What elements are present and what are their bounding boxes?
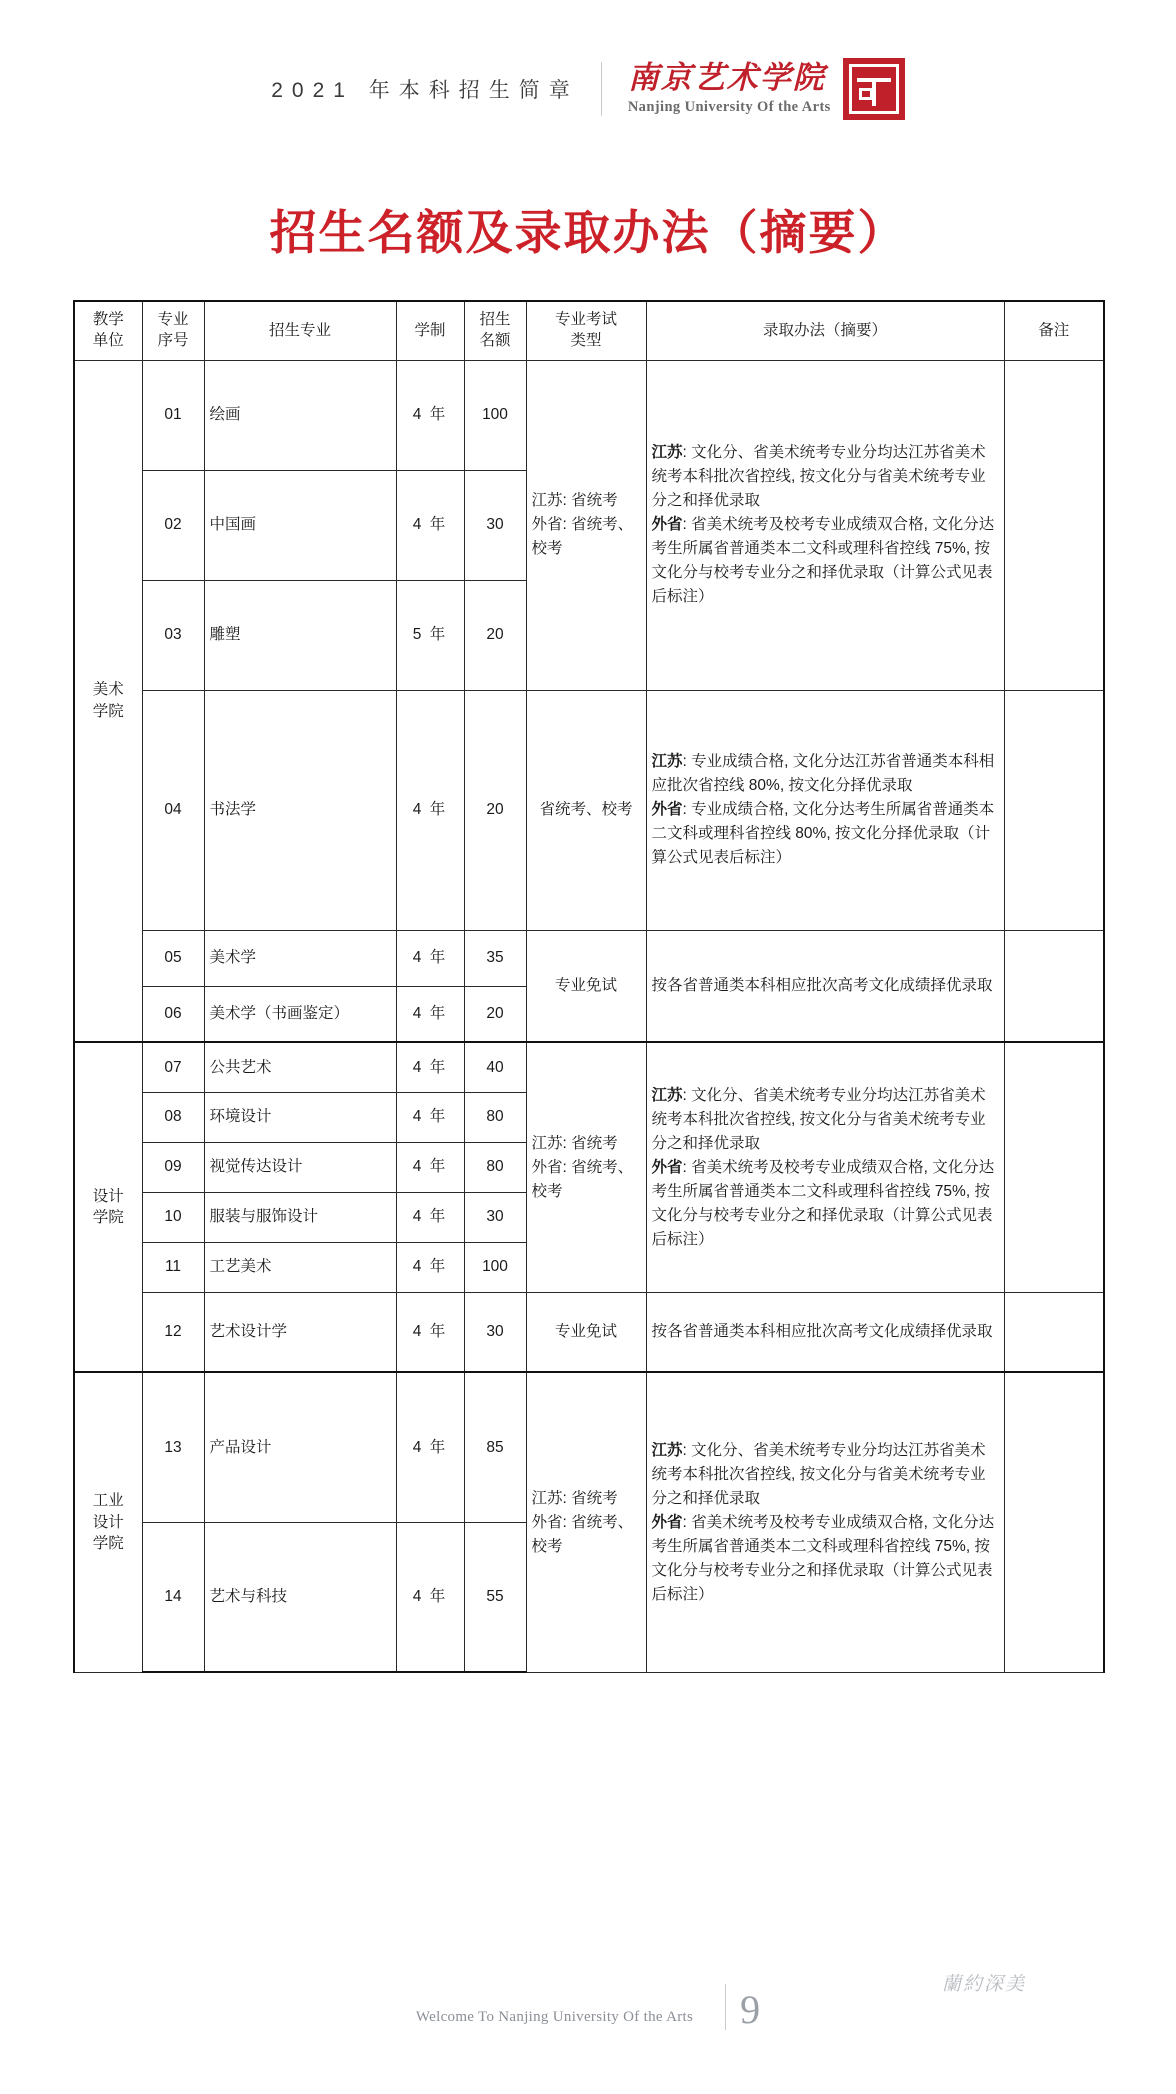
row-major-13: 产品设计 xyxy=(204,1372,396,1522)
col-header-no-l1: 专业 xyxy=(157,311,189,328)
row-length-04: 4 年 xyxy=(396,690,464,930)
method-out-label: 外省 xyxy=(651,1158,683,1176)
row-no-14: 14 xyxy=(142,1522,204,1672)
row-no-10: 10 xyxy=(142,1192,204,1242)
row-quota-10: 30 xyxy=(464,1192,526,1242)
method-out-text: : 省美术统考及校考专业成绩双合格, 文化分达考生所属省普通类本二文科或理科省控线 75%, 按文化分与校考专业分之和择优录取（计算公式见表后标注） xyxy=(651,1158,995,1248)
method-js-label: 江苏 xyxy=(651,444,683,462)
col-header-unit xyxy=(74,301,142,360)
table-row xyxy=(74,1372,1104,1522)
row-no-04: 04 xyxy=(142,690,204,930)
note-cell-5 xyxy=(1004,1292,1104,1372)
table-body xyxy=(74,360,1104,1672)
row-length-14: 4 年 xyxy=(396,1522,464,1672)
col-header-no-l2: 序号 xyxy=(157,331,189,349)
row-quota-02: 30 xyxy=(464,470,526,580)
col-header-no xyxy=(142,301,204,360)
method-js-text: : 专业成绩合格, 文化分达江苏省普通类本科相应批次省控线 80%, 按文化分择优录取 xyxy=(651,753,995,795)
method-cell-art-combined-3 xyxy=(646,1372,1004,1672)
method-js-text: : 文化分、省美术统考专业分均达江苏省美术统考本科批次省控线, 按文化分与省美术统考专业分之和择优录取 xyxy=(651,1086,986,1152)
header-divider xyxy=(601,62,602,116)
row-major-14: 艺术与科技 xyxy=(204,1522,396,1672)
method-out-text: : 专业成绩合格, 文化分达考生所属省普通类本二文科或理科省控线 80%, 按文化分择优录取（计算公式见表后标注） xyxy=(651,801,995,867)
row-no-11: 11 xyxy=(142,1242,204,1292)
table-row xyxy=(74,930,1104,986)
row-major-01: 绘画 xyxy=(204,360,396,470)
exam-type-cell-exempt-2: 专业免试 xyxy=(526,1292,646,1372)
exam-type-l1: 江苏: 省统考 xyxy=(531,1134,618,1152)
row-length-01: 4 年 xyxy=(396,360,464,470)
admission-table xyxy=(73,300,1105,1673)
row-length-08: 4 年 xyxy=(396,1092,464,1142)
exam-type-cell-design-combined xyxy=(526,1042,646,1292)
row-no-05: 05 xyxy=(142,930,204,986)
col-header-quota-l2: 名额 xyxy=(479,331,511,349)
row-quota-04: 20 xyxy=(464,690,526,930)
col-header-major: 招生专业 xyxy=(204,301,396,360)
row-no-08: 08 xyxy=(142,1092,204,1142)
method-js-label: 江苏 xyxy=(651,1441,683,1459)
method-cell-exempt-2 xyxy=(646,1292,1004,1372)
exam-type-l3: 校考 xyxy=(531,1182,563,1200)
method-js-text: : 文化分、省美术统考专业分均达江苏省美术统考本科批次省控线, 按文化分与省美术统考专业分之和择优录取 xyxy=(651,1441,986,1507)
row-length-11: 4 年 xyxy=(396,1242,464,1292)
unit-label-l2: 学院 xyxy=(92,703,124,721)
row-quota-09: 80 xyxy=(464,1142,526,1192)
row-no-01: 01 xyxy=(142,360,204,470)
footer-welcome-text: Welcome To Nanjing University Of the Arts xyxy=(415,2009,694,2025)
row-length-02: 4 年 xyxy=(396,470,464,580)
exam-type-l3: 校考 xyxy=(531,540,563,558)
exam-type-cell-exempt-1: 专业免试 xyxy=(526,930,646,1042)
row-no-12: 12 xyxy=(142,1292,204,1372)
row-quota-14: 55 xyxy=(464,1522,526,1672)
col-header-note: 备注 xyxy=(1004,301,1104,360)
method-cell-exempt-1 xyxy=(646,930,1004,1042)
unit-label-l1: 设计 xyxy=(92,1187,124,1205)
unit-label-l3: 学院 xyxy=(92,1535,124,1553)
note-cell-3 xyxy=(1004,930,1104,1042)
exam-type-l1: 江苏: 省统考 xyxy=(531,1489,618,1507)
row-major-02: 中国画 xyxy=(204,470,396,580)
exam-type-cell-industrial-combined xyxy=(526,1372,646,1672)
row-major-03: 雕塑 xyxy=(204,580,396,690)
table-header-row xyxy=(74,301,1104,360)
row-length-09: 4 年 xyxy=(396,1142,464,1192)
col-header-quota xyxy=(464,301,526,360)
unit-label-l2: 设计 xyxy=(92,1513,124,1531)
exam-type-l2: 外省: 省统考、 xyxy=(531,516,634,534)
method-out-label: 外省 xyxy=(651,1513,683,1531)
row-major-08: 环境设计 xyxy=(204,1092,396,1142)
brand-name-cn: 南京艺术学院 xyxy=(627,60,826,96)
method-js-label: 江苏 xyxy=(651,753,683,771)
unit-cell-fine-arts xyxy=(74,360,142,1042)
row-no-02: 02 xyxy=(142,470,204,580)
method-js-text: : 文化分、省美术统考专业分均达江苏省美术统考本科批次省控线, 按文化分与省美术统考专业分之和择优录取 xyxy=(651,444,986,510)
row-quota-07: 40 xyxy=(464,1042,526,1092)
page-number: 9 xyxy=(740,1987,761,2032)
table-head xyxy=(74,301,1104,360)
row-length-10: 4 年 xyxy=(396,1192,464,1242)
unit-label-l2: 学院 xyxy=(92,1209,124,1227)
header-title: 2021 年本科招生简章 xyxy=(271,79,579,102)
col-header-exam-type-l1: 专业考试 xyxy=(554,311,617,328)
university-logo xyxy=(628,58,905,120)
row-quota-13: 85 xyxy=(464,1372,526,1522)
row-length-03: 5 年 xyxy=(396,580,464,690)
exam-type-l2: 外省: 省统考、 xyxy=(531,1513,634,1531)
row-length-13: 4 年 xyxy=(396,1372,464,1522)
row-quota-03: 20 xyxy=(464,580,526,690)
row-major-12: 艺术设计学 xyxy=(204,1292,396,1372)
row-length-12: 4 年 xyxy=(396,1292,464,1372)
university-seal-icon xyxy=(843,58,905,120)
note-cell-6 xyxy=(1004,1372,1104,1672)
page-header xyxy=(0,58,1176,120)
row-quota-12: 30 xyxy=(464,1292,526,1372)
row-major-07: 公共艺术 xyxy=(204,1042,396,1092)
col-header-quota-l1: 招生 xyxy=(479,311,511,328)
row-major-11: 工艺美术 xyxy=(204,1242,396,1292)
row-no-03: 03 xyxy=(142,580,204,690)
exam-type-l2: 外省: 省统考、 xyxy=(531,1158,634,1176)
unit-cell-design xyxy=(74,1042,142,1372)
col-header-method: 录取办法（摘要） xyxy=(646,301,1004,360)
exam-type-cell-calligraphy: 省统考、校考 xyxy=(526,690,646,930)
row-length-06: 4 年 xyxy=(396,986,464,1042)
note-cell-2 xyxy=(1004,690,1104,930)
row-major-06: 美术学（书画鉴定） xyxy=(204,986,396,1042)
row-no-06: 06 xyxy=(142,986,204,1042)
col-header-unit-l2: 单位 xyxy=(92,331,124,349)
col-header-unit-l1: 教学 xyxy=(92,311,124,328)
method-cell-art-combined-2 xyxy=(646,1042,1004,1292)
method-exempt-text: 按各省普通类本科相应批次高考文化成绩择优录取 xyxy=(651,1323,993,1341)
row-quota-11: 100 xyxy=(464,1242,526,1292)
col-header-exam-type-l2: 类型 xyxy=(570,331,602,349)
col-header-exam-type xyxy=(526,301,646,360)
row-no-13: 13 xyxy=(142,1372,204,1522)
row-no-09: 09 xyxy=(142,1142,204,1192)
footer-divider xyxy=(725,1984,726,2030)
row-major-04: 书法学 xyxy=(204,690,396,930)
method-js-label: 江苏 xyxy=(651,1086,683,1104)
unit-cell-industrial-design xyxy=(74,1372,142,1672)
method-out-label: 外省 xyxy=(651,801,683,819)
unit-label-l1: 工业 xyxy=(92,1492,124,1510)
note-cell-4 xyxy=(1004,1042,1104,1292)
table-row xyxy=(74,1042,1104,1092)
brand-name-en: Nanjing University Of the Arts xyxy=(627,98,831,115)
page-title: 招生名额及录取办法（摘要） xyxy=(269,208,907,260)
table-row xyxy=(74,1292,1104,1372)
row-length-07: 4 年 xyxy=(396,1042,464,1092)
row-major-10: 服装与服饰设计 xyxy=(204,1192,396,1242)
method-cell-art-combined-1 xyxy=(646,360,1004,690)
method-out-text: : 省美术统考及校考专业成绩双合格, 文化分达考生所属省普通类本二文科或理科省控线 75%, 按文化分与校考专业分之和择优录取（计算公式见表后标注） xyxy=(651,1513,995,1603)
table-row xyxy=(74,690,1104,930)
row-quota-05: 35 xyxy=(464,930,526,986)
row-quota-01: 100 xyxy=(464,360,526,470)
row-major-09: 视觉传达设计 xyxy=(204,1142,396,1192)
note-cell-1 xyxy=(1004,360,1104,690)
row-quota-08: 80 xyxy=(464,1092,526,1142)
footer-motto-cn: 蘭約深美 xyxy=(941,1974,1026,1995)
page-footer xyxy=(0,1974,1176,2032)
col-header-length: 学制 xyxy=(396,301,464,360)
table-row xyxy=(74,360,1104,470)
row-major-05: 美术学 xyxy=(204,930,396,986)
row-quota-06: 20 xyxy=(464,986,526,1042)
unit-label-l1: 美术 xyxy=(92,681,124,699)
row-no-07: 07 xyxy=(142,1042,204,1092)
exam-type-l1: 江苏: 省统考 xyxy=(531,492,618,510)
method-exempt-text: 按各省普通类本科相应批次高考文化成绩择优录取 xyxy=(651,977,993,995)
method-out-text: : 省美术统考及校考专业成绩双合格, 文化分达考生所属省普通类本二文科或理科省控线 75%, 按文化分与校考专业分之和择优录取（计算公式见表后标注） xyxy=(651,516,995,606)
exam-type-l3: 校考 xyxy=(531,1537,563,1555)
method-out-label: 外省 xyxy=(651,516,683,534)
exam-type-cell-art-combined xyxy=(526,360,646,690)
admission-table-wrapper xyxy=(73,300,1103,1673)
method-cell-calligraphy xyxy=(646,690,1004,930)
row-length-05: 4 年 xyxy=(396,930,464,986)
